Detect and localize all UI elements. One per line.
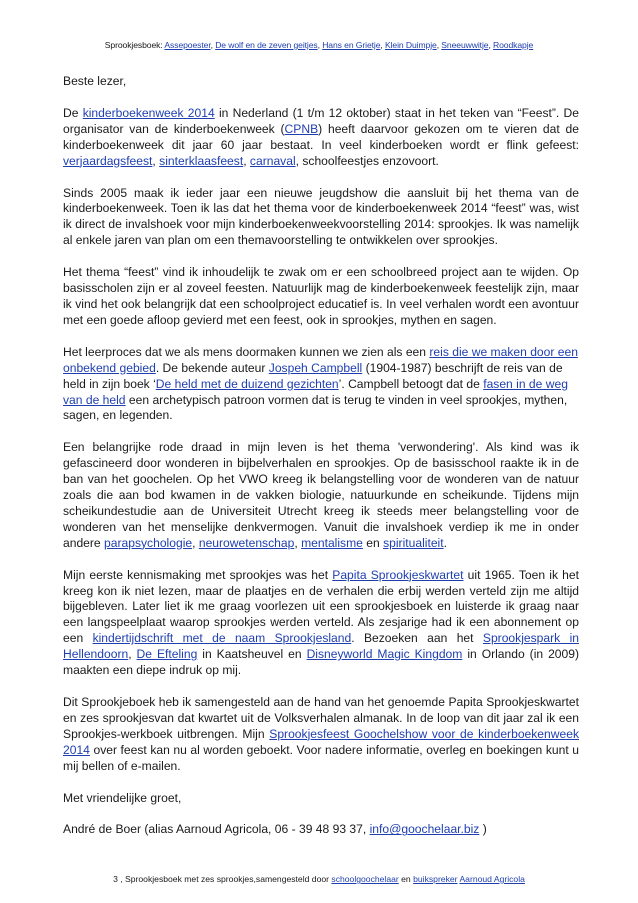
- link-cpnb[interactable]: CPNB: [284, 121, 319, 136]
- p6-text-1: Mijn eerste kennismaking met sprookjes was het: [63, 567, 333, 582]
- header-link-wolf-geitjes[interactable]: De wolf en de zeven geitjes: [215, 40, 318, 50]
- header-prefix: Sprookjesboek:: [104, 40, 165, 50]
- paragraph-6: [63, 568, 579, 679]
- p4-text-2: . De bekende auteur: [155, 360, 269, 375]
- paragraph-3: Het thema “feest” vind ik inhoudelijk te zwak om er een schoolbreed project aan te wijden. Op basisscholen zijn er al zoveel feesten. Natuurlijk mag de kinderboekenweek feestelijk zijn, maar ik vind het ook belangrijk dat een schoolproject educatief is. In veel verhalen wordt een avontuur met een goede afloop gevierd met een feest, ook in sprookjes, mythen en sagen.: [63, 265, 579, 327]
- p6-text-2: uit 1965. Toen ik het kreeg kon ik niet lezen, maar de plaatjes en de verhalen die erbij werden verteld zijn me altijd bijgebleven. Later liet ik me graag voorlezen uit een sprookjesboek en luisterde ik graag naar een langspeelplaat waarop sprookjes werden verteld. Als zesjarige had ik een abonnement op een: [63, 567, 579, 646]
- p6-text-4: ,: [128, 647, 137, 662]
- footer-link-schoolgoochelaar[interactable]: schoolgoochelaar: [331, 874, 399, 884]
- p4-text-1: Het leerproces dat we als mens doormaken kunnen we zien als een: [63, 344, 430, 359]
- p6-text-3: . Bezoeken aan het: [351, 631, 483, 646]
- header-link-roodkapje[interactable]: Roodkapje: [493, 40, 534, 50]
- p1-text-1: De: [63, 105, 83, 120]
- p5-text-2: ,: [192, 535, 199, 550]
- p5-text-1: Een belangrijke rode draad in mijn leven is het thema 'verwondering'. Als kind was ik gefascineerd door wonderen in bijbelverhalen en sprookjes. Op de basisschool raakte ik in de ban van het goochelen. Op het VWO kreeg ik belangstelling voor de wonderen van de natuur zoals die aan bod kwamen in de vakken biologie, natuurkunde en scheikunde. Tijdens mijn scheikundestudie aan de Universiteit Utrecht kreeg ik steeds meer belangstelling voor de wonderen van het menselijke denkvermogen. Vanuit die invalshoek verdiep ik me in onder andere: [63, 440, 579, 550]
- closing: Met vriendelijke groet,: [63, 790, 182, 805]
- p6-text-5: in Kaatsheuvel en: [197, 647, 307, 662]
- p5-text-4: en: [362, 535, 384, 550]
- link-spiritualiteit[interactable]: spiritualiteit: [383, 535, 444, 550]
- paragraph-5: [63, 440, 579, 551]
- p1-text-5: ,: [243, 153, 250, 168]
- footer-link-buikspreker[interactable]: buikspreker: [413, 874, 458, 884]
- p5-text-5: .: [443, 535, 447, 550]
- p6-text-6: in Orlando (in 2009) maakten een diepe indruk op mij.: [63, 647, 579, 678]
- link-kinderboekenweek[interactable]: kinderboekenweek 2014: [82, 105, 215, 120]
- link-sprookjesland[interactable]: kindertijdschrift met de naam Sprookjesland: [92, 631, 352, 646]
- header-link-sneeuwwitje[interactable]: Sneeuwwitje: [441, 40, 489, 50]
- signature-text-1: André de Boer (alias Aarnoud Agricola, 06 - 39 48 93 37,: [63, 822, 370, 837]
- link-mentalisme[interactable]: mentalisme: [301, 535, 363, 550]
- link-sprookjesfeest-goochelshow[interactable]: Sprookjesfeest Goochelshow voor de kinderboekenweek 2014: [63, 726, 579, 757]
- p5-text-3: ,: [294, 535, 302, 550]
- p7-text-1: Dit Sprookjeboek heb ik samengesteld aan de hand van het genoemde Papita Sprookjeskwartet en zes sprookjesvan dat kwartet uit de Volksverhalen almanak. In de loop van dit jaar zal ik een Sprookjes-werkboek uitbrengen. Mijn: [63, 695, 579, 741]
- link-disneyworld-magic-kingdom[interactable]: Disneyworld Magic Kingdom: [306, 647, 463, 662]
- footer-link-aarnoud-agricola[interactable]: Aarnoud Agricola: [459, 874, 525, 884]
- link-held-duizend-gezichten[interactable]: De held met de duizend gezichten: [155, 376, 339, 391]
- link-jospeh-campbell[interactable]: Jospeh Campbell: [268, 360, 363, 375]
- header-link-hans-grietje[interactable]: Hans en Grietje: [322, 40, 381, 50]
- letter-body: [63, 74, 579, 854]
- paragraph-1: [63, 106, 579, 170]
- link-neurowetenschap[interactable]: neurowetenschap: [198, 535, 295, 550]
- footer-text-1: 3 , Sprookjesboek met zes sprookjes,samengesteld door: [113, 874, 332, 884]
- page-footer: [0, 874, 638, 884]
- header-link-klein-duimpje[interactable]: Klein Duimpje: [384, 40, 437, 50]
- paragraph-2: Sinds 2005 maak ik ieder jaar een nieuwe jeugdshow die aansluit bij het thema van de kinderboekenweek. Toen ik las dat het thema voor de kinderboekenweek 2014 “feest” was, wist ik direct de invalshoek voor mijn kinderboekenweekvoorstelling 2014: sprookjes. Ik was namelijk al enkele jaren van plan om een themavoorstelling te ontwikkelen over sprookjes.: [63, 185, 579, 248]
- p1-text-4: ,: [152, 153, 160, 168]
- p7-text-2: over feest kan nu al worden geboekt. Voor nadere informatie, overleg en boekingen kunt u mij bellen of e-mailen.: [63, 742, 579, 773]
- p4-text-5: een archetypisch patroon vormen dat is terug te vinden in veel sprookjes, mythen, sagen, en legenden.: [63, 392, 568, 423]
- link-sprookjespark-hellendoorn[interactable]: Sprookjespark in Hellendoorn: [63, 631, 579, 662]
- link-papita-sprookjeskwartet[interactable]: Papita Sprookjeskwartet: [332, 567, 464, 582]
- paragraph-7: [63, 695, 579, 775]
- link-sinterklaasfeest[interactable]: sinterklaasfeest: [159, 153, 244, 168]
- p1-text-2: in Nederland (1 t/m 12 oktober) staat in het teken van “Feest”. De organisator van de kinderboekenweek (: [63, 105, 579, 136]
- signature-text-2: ): [479, 822, 487, 837]
- p4-text-4: ’. Campbell betoogt dat de: [338, 376, 484, 391]
- link-de-efteling[interactable]: De Efteling: [136, 647, 198, 662]
- p4-text-3: (1904-1987) beschrijft de reis van de held in zijn boek ‘: [63, 360, 563, 391]
- greeting: Beste lezer,: [63, 74, 127, 88]
- signature: [63, 822, 579, 838]
- paragraph-4: [63, 345, 579, 425]
- link-reis-onbekend-gebied[interactable]: reis die we maken door een onbekend gebied: [63, 344, 578, 375]
- page-header: Sprookjesboek: Assepoester, De wolf en de zeven geitjes, Hans en Grietje, Klein Duimpje, Sneeuwwitje, Roodkapje: [104, 40, 534, 50]
- link-parapsychologie[interactable]: parapsychologie: [104, 535, 193, 550]
- footer-text-2: en: [398, 874, 414, 884]
- p1-text-6: , schoolfeestjes enzovoort.: [295, 153, 439, 168]
- p1-text-3: ) heeft daarvoor gekozen om te vieren dat de kinderboekenweek dit jaar 60 jaar bestaat. In veel kinderboeken wordt er flink gefeest:: [63, 121, 579, 152]
- header-link-assepoester[interactable]: Assepoester: [164, 40, 211, 50]
- link-carnaval[interactable]: carnaval: [249, 153, 296, 168]
- link-email[interactable]: info@goochelaar.biz: [369, 822, 480, 837]
- link-fasen-weg-held[interactable]: fasen in de weg van de held: [63, 376, 568, 407]
- link-verjaardagsfeest[interactable]: verjaardagsfeest: [63, 153, 153, 168]
